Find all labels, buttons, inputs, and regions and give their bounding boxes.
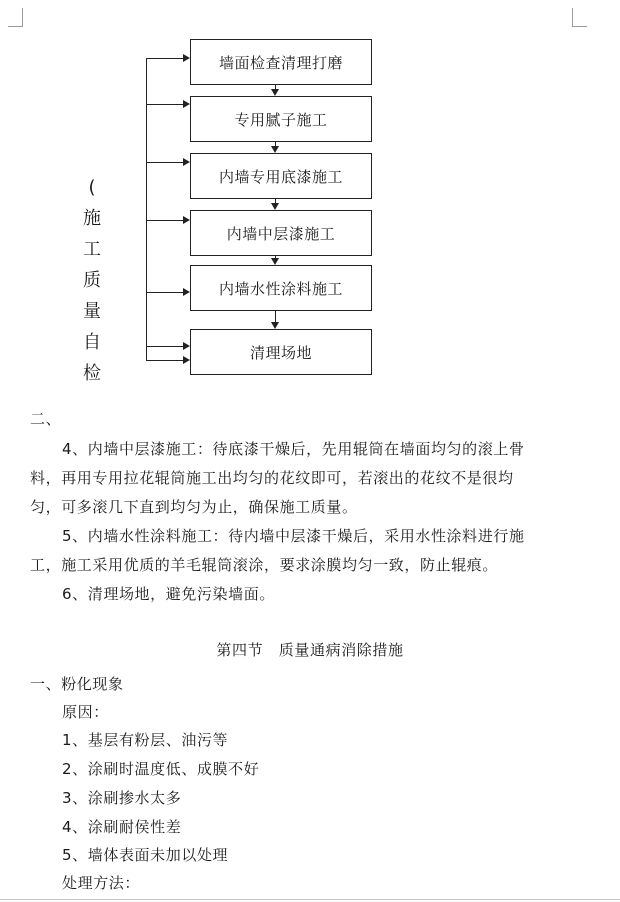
paragraph-5-line: 5、内墙水性涂料施工：待内墙中层漆干燥后，采用水性涂料进行施 (62, 527, 525, 545)
arrow-down-icon (271, 322, 279, 329)
paragraph-5-line: 工，施工采用优质的羊毛辊筒滚涂，要求涂膜均匀一致，防止辊痕。 (30, 556, 499, 574)
cause-item: 1、基层有粉层、油污等 (62, 731, 229, 749)
section-title: 第四节 质量通病消除措施 (216, 641, 404, 659)
feedback-connector (146, 292, 183, 293)
subsection-heading: 一、粉化现象 (30, 675, 124, 693)
flow-step-1: 墙面检查清理打磨 (190, 39, 372, 85)
cause-item: 3、涂刷掺水太多 (62, 789, 182, 807)
flow-step-5: 内墙水性涂料施工 (190, 265, 372, 311)
paragraph-4-line: 匀，可多滚几下直到均匀为止，确保施工质量。 (30, 498, 358, 516)
page-corner-mark-left (8, 8, 23, 27)
cause-item: 5、墙体表面未加以处理 (62, 846, 229, 864)
feedback-connector (146, 58, 183, 59)
arrow-right-icon (183, 342, 190, 350)
flow-step-2: 专用腻子施工 (190, 96, 372, 142)
method-label: 处理方法： (62, 874, 141, 892)
arrow-right-icon (183, 356, 190, 364)
feedback-connector (146, 360, 183, 361)
arrow-right-icon (183, 54, 190, 62)
paragraph-4-line: 4、内墙中层漆施工：待底漆干燥后，先用辊筒在墙面均匀的滚上骨 (62, 440, 525, 458)
flow-connector (275, 311, 276, 322)
arrow-down-icon (271, 258, 279, 265)
arrow-down-icon (271, 203, 279, 210)
side-label-char: 施 (83, 208, 101, 229)
feedback-connector (146, 104, 183, 105)
cause-label: 原因： (62, 703, 109, 721)
side-label-char: 量 (83, 301, 101, 322)
feedback-connector (146, 162, 183, 163)
flow-step-4: 内墙中层漆施工 (190, 210, 372, 256)
page-bottom-rule (0, 899, 620, 900)
side-label-char: ( (88, 177, 96, 198)
side-label-char: 自 (83, 332, 101, 353)
feedback-connector (146, 346, 183, 347)
side-label-char: 质 (83, 270, 101, 291)
page-corner-mark-right (572, 8, 587, 27)
paragraph-4-line: 料，再用专用拉花辊筒施工出均匀的花纹即可，若滚出的花纹不是很均 (30, 469, 514, 487)
arrow-right-icon (183, 100, 190, 108)
side-label-char: 工 (83, 239, 101, 260)
section-marker: 二、 (30, 410, 62, 428)
flowchart-side-label (80, 172, 104, 384)
arrow-down-icon (271, 89, 279, 96)
paragraph-6: 6、清理场地，避免污染墙面。 (62, 585, 275, 603)
flow-step-6: 清理场地 (190, 329, 372, 375)
feedback-connector (146, 220, 183, 221)
cause-item: 4、涂刷耐侯性差 (62, 818, 182, 836)
cause-item: 2、涂刷时温度低、成膜不好 (62, 760, 260, 778)
arrow-down-icon (271, 146, 279, 153)
side-label-char: 检 (83, 363, 101, 384)
arrow-right-icon (183, 158, 190, 166)
arrow-right-icon (183, 216, 190, 224)
arrow-right-icon (183, 288, 190, 296)
flow-step-3: 内墙专用底漆施工 (190, 153, 372, 199)
